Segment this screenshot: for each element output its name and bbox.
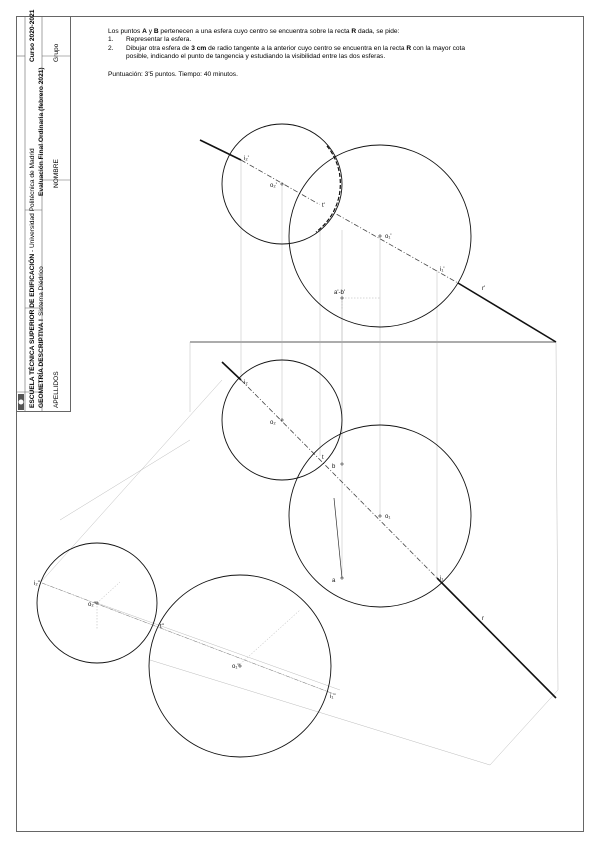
statement-item-2: 2. Dibujar otra esfera de 3 cm de radio tangente a la anterior cuyo centro se encuentra en la recta R con la mayor cota posible, indicando el punto de tangencia y estudiando la visibilidad entre las dos esferas. (108, 44, 466, 60)
label-i1-vertical: i₁' (440, 267, 445, 273)
university-name: - Universidad Politécnica de Madrid (29, 148, 36, 254)
label-t-vertical: t' (322, 203, 325, 209)
label-o2-auxiliary: o₂'' (88, 602, 96, 608)
subject-name: GEOMETRÍA DESCRIPTIVA I (38, 319, 45, 408)
system-label: Sistema Diédrico (38, 266, 45, 316)
label-i2-auxiliary: i₂'' (34, 581, 40, 587)
label-i2-horizontal: i₂ (244, 380, 248, 386)
surname-field: APELLIDOS (53, 371, 60, 408)
label-t-horizontal: t (322, 455, 324, 461)
label-o1-auxiliary: o₁'' (232, 664, 240, 670)
label-b-horizontal: b (332, 464, 336, 470)
label-o1-vertical: o₁' (385, 234, 392, 240)
segment-a-b (334, 498, 342, 578)
school-name: ESCUELA TÉCNICA SUPERIOR DE EDIFICACIÓN (29, 253, 36, 408)
name-field: NOMBRE (53, 159, 60, 188)
label-i2-vertical: i₂' (244, 156, 249, 162)
label-a-horizontal: a (332, 578, 336, 584)
statement-item-1: 1. Representar la esfera. (108, 36, 192, 44)
projection-lines (40, 160, 558, 765)
point-markers (95, 182, 382, 668)
label-ab-vertical: a'-b' (334, 290, 345, 296)
course-label: Curso 2020-2021 (29, 9, 36, 62)
label-o2-vertical: o₂' (270, 183, 277, 189)
statement-intro: Los puntos A y B pertenecen a una esfera cuyo centro se encuentra sobre la recta R dada, se pide: (108, 28, 400, 35)
label-r-vertical: r' (482, 286, 486, 292)
line-r-horizontal-projection (222, 362, 556, 698)
label-i1-horizontal: i₁ (440, 576, 444, 582)
line-r-vertical-projection (200, 140, 556, 342)
exam-label: Evaluación Final Ordinaria (febrero 2021) (38, 67, 45, 196)
label-i1-auxiliary: i₁'' (330, 694, 336, 700)
label-r-horizontal: r (482, 616, 484, 622)
group-field: Grupo (53, 43, 60, 62)
statement-score: Puntuación: 3'5 puntos. Tiempo: 40 minutos. (108, 71, 238, 79)
label-t-auxiliary: t'' (160, 624, 164, 630)
label-o1-horizontal: o₁ (385, 514, 391, 520)
label-o2-horizontal: o₂ (270, 420, 276, 426)
